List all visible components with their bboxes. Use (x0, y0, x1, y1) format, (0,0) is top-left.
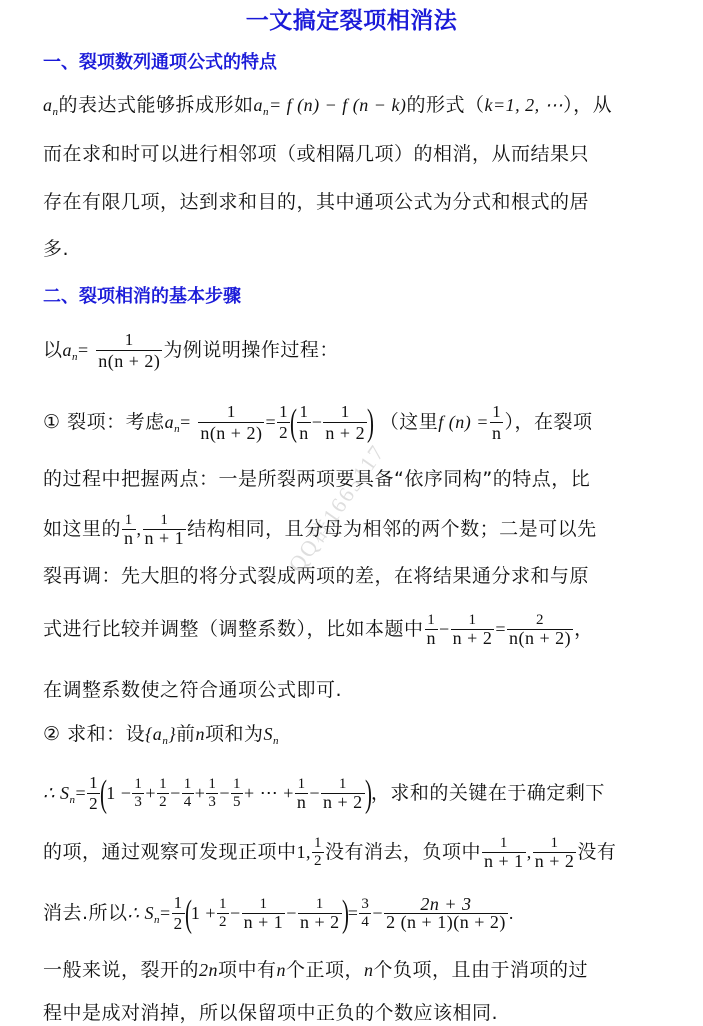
fraction: $\frac{1}{2}$ (279, 402, 289, 442)
fraction: $\frac{1}{n + 2}$ (452, 612, 493, 648)
fraction: $\frac{1}{n + 2}$ (325, 402, 366, 443)
step1-line: ① 裂项：考虑$a_n=$ $\frac{1}{n(n + 2)}$ = $\frac{1}{2}$ ( $\frac{1}{n}$ − $\frac{1}{n + 2}$ ) （这里f (n) = $\frac{1}{n}$ ），在裂项 (43, 401, 593, 444)
text: 式进行比较并调整（调整系数），比如本题中 (43, 618, 424, 640)
fraction: $\frac{1}{n(n + 2)}$ (200, 402, 263, 443)
section-heading-1: 一、裂项数列通项公式的特点 (43, 52, 277, 73)
math-a: a (253, 95, 264, 115)
text: 个正项， (286, 959, 365, 981)
example-line (43, 330, 663, 371)
math-eq: = (78, 340, 89, 360)
fraction: $\frac{2}{n(n + 2)}$ (508, 612, 572, 648)
math-therefore: ∴ S (43, 783, 70, 803)
text: ），从 (563, 94, 613, 116)
math-a: a (43, 95, 53, 115)
math-a: a (62, 340, 73, 360)
text: 结构相同，且分母为相邻的两个数；二是可以先 (187, 518, 597, 540)
text: 前 (176, 723, 196, 745)
paragraph-line: 而在求和时可以进行相邻项（或相隔几项）的相消，从而结果只 (43, 143, 590, 165)
paragraph-line: 如这里的 $\frac{1}{n}$ , $\frac{1}{n + 1}$ 结构相同，且分母为相邻的两个数；二是可以先 (43, 512, 597, 548)
text: 项中有 (218, 959, 277, 981)
text: 消去.所以 (43, 902, 128, 924)
paragraph-line: 存在有限几项，达到求和目的，其中通项公式为分式和根式的居 (43, 191, 590, 213)
math-subscript: n (72, 351, 79, 363)
paragraph-line: 式进行比较并调整（调整系数），比如本题中 $\frac{1}{n}$ − $\frac{1}{n + 2}$ = $\frac{2}{n(n + 2)}$ ， (43, 612, 594, 648)
text: 的形式（ (406, 94, 485, 116)
paragraph-line: 程中是成对消掉，所以保留项中正负的个数应该相同. (43, 1002, 499, 1024)
circled-two: ② (43, 723, 61, 745)
paragraph-line: 裂再调：先大胆的将分式裂成两项的差，在将结果通分求和与原 (43, 565, 590, 587)
text: ，求和的关键在于确定剩下 (370, 782, 605, 804)
fraction: $\frac{1}{2}$ (89, 773, 99, 813)
math-k-list: k=1, 2, ⋯ (484, 95, 564, 115)
text: 为例说明操作过程： (163, 339, 339, 361)
text: ， (574, 618, 594, 640)
section-heading-2: 二、裂项相消的基本步骤 (43, 286, 241, 307)
text: 个负项，且由于消项的过 (373, 959, 589, 981)
step2-line: ② 求和：设$\{a_n\}$前n项和为$S_n$ (43, 723, 280, 747)
text: 没有 (577, 841, 617, 863)
text: 求和：设 (67, 723, 146, 745)
text: 如这里的 (43, 518, 122, 540)
math-subscript: n (52, 106, 59, 118)
math-f: f (n) = (438, 412, 489, 432)
paragraph-line: 的项，通过观察可发现正项中1, $\frac{1}{2}$ 没有消去，负项中 $\frac{1}{n + 1}$ , $\frac{1}{n + 2}$ 没有 (43, 835, 617, 871)
paragraph-line: 多. (43, 238, 70, 260)
fraction: $\frac{1}{n}$ (491, 402, 502, 443)
text: 的表达式能够拆成形如 (58, 94, 254, 116)
fraction: $\frac{1}{n + 1}$ (144, 512, 185, 548)
text: 没有消去，负项中 (325, 841, 482, 863)
paragraph-line: 一般来说，裂开的2n项中有n个正项，n个负项，且由于消项的过 (43, 959, 589, 981)
paragraph-line: 在调整系数使之符合通项公式即可. (43, 679, 343, 701)
fraction: $\frac{1}{n(n + 2)}$ (98, 330, 161, 371)
text: 的项，通过观察可发现正项中 (43, 841, 297, 863)
text: 以 (43, 339, 63, 361)
text: 裂项：考虑 (67, 411, 165, 433)
text: （这里 (379, 411, 439, 433)
sum-formula-line: ∴ $S_n=$ $\frac{1}{2}$ (1 − $\frac{1}{3}$ + $\frac{1}{2}$ − $\frac{1}{4}$ + $\frac{1}{3}$ − $\frac{1}{5}$ + ⋯ + $\frac{1}{n}$ − $\frac{1}{n + 2}$ )，求和的关键在于确定剩下 (43, 772, 605, 815)
result-formula-line: 消去.所以∴ $S_n=$ $\frac{1}{2}$ (1 + $\frac{1}{2}$ − $\frac{1}{n + 1}$ − $\frac{1}{n + 2}$ )= $\frac{3}{4}$ − $\frac{2n + 3}{2 (n + 1)(n + 2)}$ . (43, 892, 514, 935)
paragraph-line: 的过程中把握两点：一是所裂两项要具备“依序同构”的特点，比 (43, 468, 591, 490)
fraction: $\frac{1}{n}$ (299, 402, 309, 443)
fraction: $\frac{1}{n}$ (124, 512, 134, 548)
math-formula: = f (n) − f (n − k) (269, 95, 407, 115)
watermark: QQ群1665117 (283, 439, 390, 577)
paragraph-line (43, 92, 663, 125)
page-title: 一文搞定裂项相消法 (245, 8, 458, 34)
text: ），在裂项 (504, 411, 593, 433)
fraction: $\frac{1}{n}$ (426, 612, 437, 648)
circled-one: ① (43, 411, 61, 433)
text: 一般来说，裂开的 (43, 959, 200, 981)
math-subscript: n (263, 106, 270, 118)
text: 项和为 (205, 723, 264, 745)
